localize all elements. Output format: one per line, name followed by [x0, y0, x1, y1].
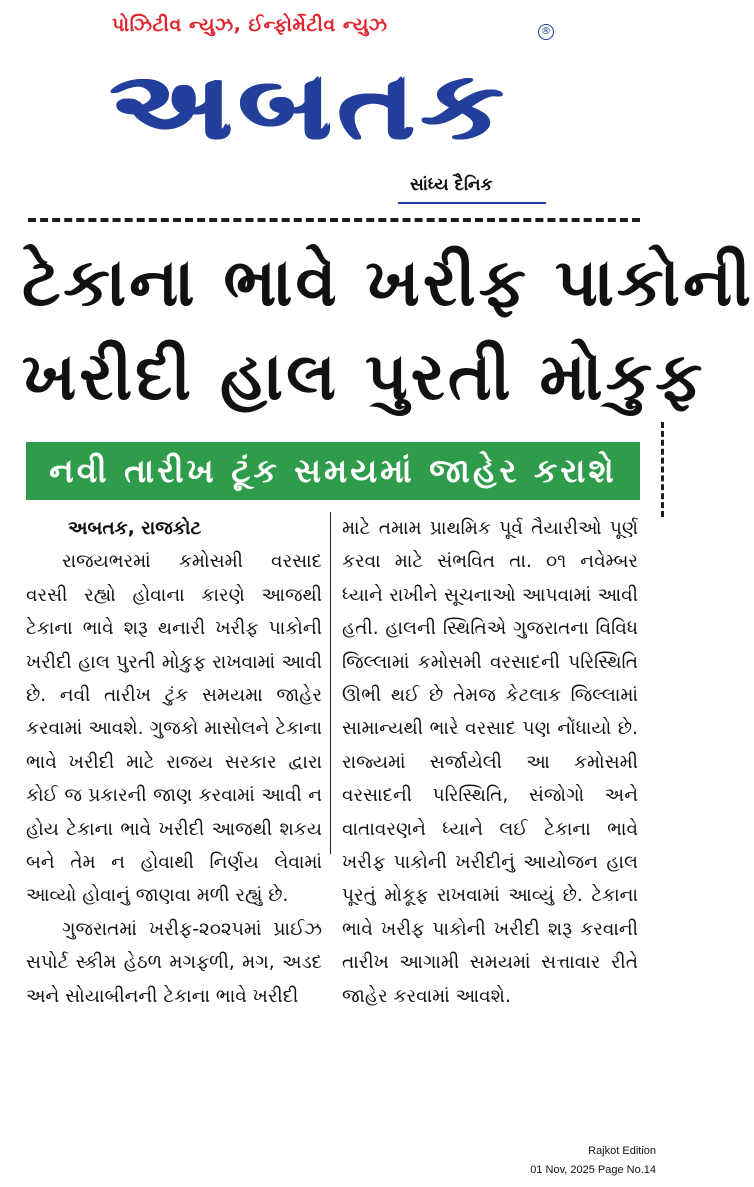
headline-line-2: ખરીદી હાલ પુરતી મોકુફ — [22, 338, 706, 415]
article-paragraph-2: ગુજરાતમાં ખરીફ-૨૦૨૫માં પ્રાઈઝ સપોર્ટ સ્કીમ હેઠળ મગફળી, મગ, અડદ અને સોયાબીનની ટેકાના ભાવે ખરીદી — [26, 918, 322, 1007]
dashed-border-top — [28, 218, 640, 222]
masthead-subtitle: સાંધ્ય દૈનિક — [410, 175, 493, 195]
subheadline-banner — [26, 442, 640, 500]
masthead — [0, 0, 666, 215]
article-paragraph-1: રાજયભરમાં કમોસમી વરસાદ વરસી રહ્યો હોવાના કારણે આજથી ટેકાના ભાવે શરૂ થનારી ખરીફ પાકોની ખરીદી હાલ પુરતી મોકુફ રાખવામાં આવી છે. નવી તારીખ ટુંક સમયમા જાહેર કરવામાં આવશે. ગુજકો માસોલને ટેકાના ભાવે ખરીદી માટે રાજય સરકાર દ્વારા કોઈ જ પ્રકારની જાણ કરવામાં આવી ન હોય ટેકાના ભાવે ખરીદી આજથી શકય બને તેમ ન હોવાથી નિર્ણય લેવામાં આવ્યો હોવાનું જાણવા મળી રહ્યું છે. — [26, 551, 322, 907]
article-column-right — [342, 512, 638, 1013]
article-paragraph-2-continued: માટે તમામ પ્રાથમિક પૂર્વ તૈયારીઓ પૂર્ણ કરવા માટે સંભવિત તા. ૦૧ નવેમ્બર ધ્યાને રાખીને સૂચનાઓ આપવામાં આવી હતી. હાલની સ્થિતિએ ગુજરાતના વિવિધ જિલ્લામાં કમોસમી વરસાદની પરિસ્થિતિ ઊભી થઈ છે તેમજ કેટલાક જિલ્લામાં સામાન્યથી ભારે વરસાદ પણ નોંધાયો છે. રાજ્યમાં સર્જાયેલી આ કમોસમી વરસાદની પરિસ્થિતિ, સંજોગો અને વાતાવરણને ધ્યાને લઈ ટેકાના ભાવે ખરીફ પાકોની ખરીદીનું આયોજન હાલ પૂરતું મોકૂફ રાખવામાં આવ્યું છે. ટેકાના ભાવે ખરીફ પાકોની ખરીદી શરૂ કરવાની તારીખ આગામી સમયમાં સત્તાવાર રીતે જાહેર કરવામાં આવશે. — [342, 518, 638, 1007]
headline-line-1: ટેકાના ભાવે ખરીફ પાકોની — [22, 244, 754, 321]
subtitle-underline — [398, 202, 546, 204]
footer-date-page: 01 Nov, 2025 Page No.14 — [530, 1164, 656, 1176]
masthead-tagline: પોઝિટીવ ન્યુઝ, ઈન્ફોર્મેટીવ ન્યુઝ — [112, 14, 388, 36]
newspaper-logo: અબતક — [110, 52, 510, 161]
column-divider — [330, 512, 331, 854]
registered-mark: ® — [538, 24, 554, 40]
footer-edition: Rajkot Edition — [588, 1145, 656, 1157]
article-column-left — [26, 512, 322, 1013]
article-dateline: અબતક, રાજકોટ — [68, 518, 202, 539]
subheadline-text: નવી તારીખ ટૂંક સમયમાં જાહેર કરાશે — [49, 451, 617, 490]
dashed-border-right — [661, 422, 664, 517]
